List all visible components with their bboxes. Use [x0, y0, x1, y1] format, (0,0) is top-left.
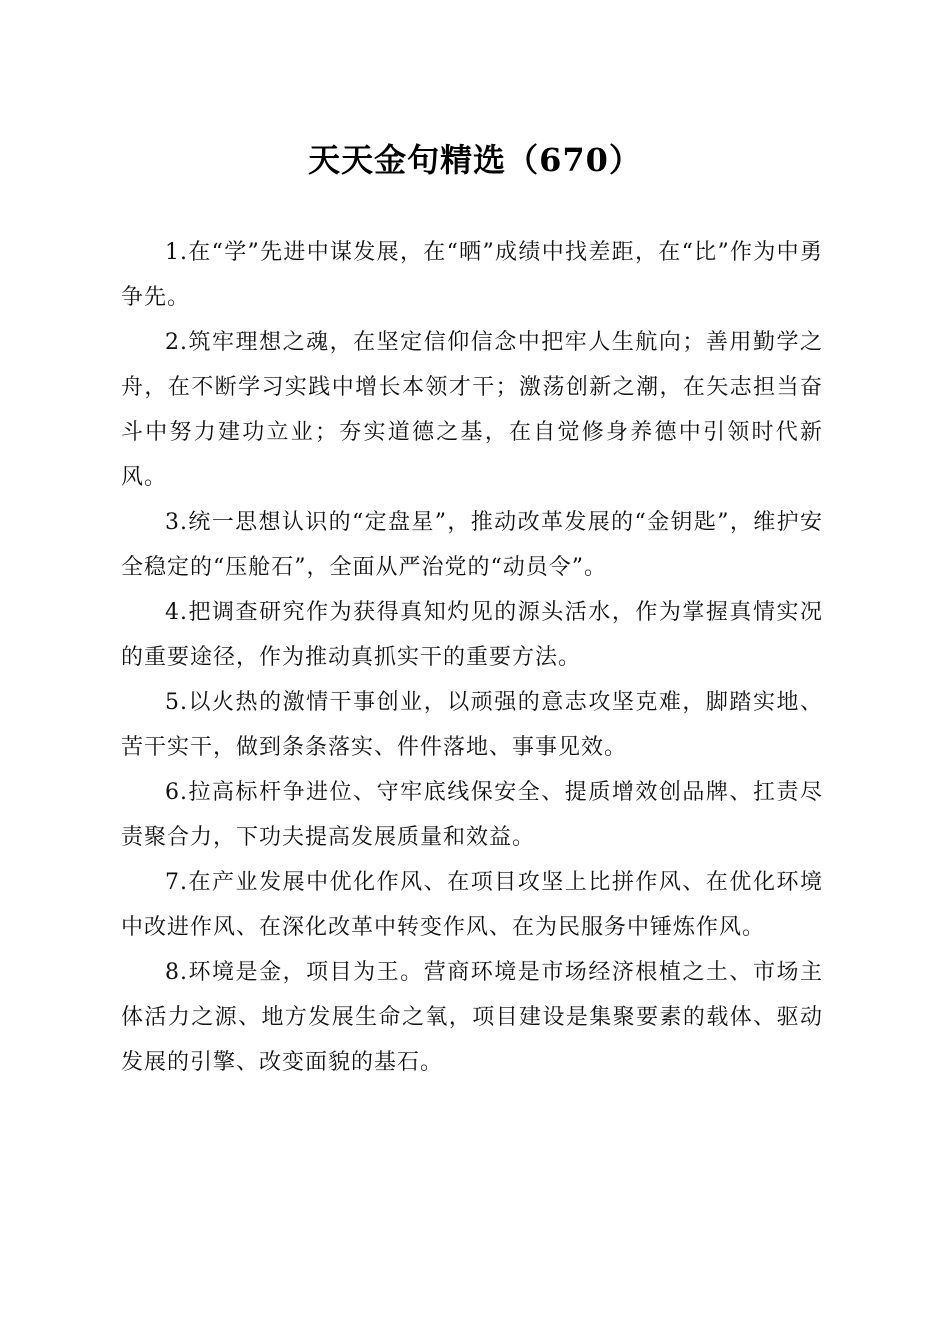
paragraph-5: 5.以火热的激情干事创业，以顽强的意志攻坚克难，脚踏实地、苦干实干，做到条条落实、件件落地、事事见效。 [121, 690, 823, 760]
paragraph-3: 3.统一思想认识的“定盘星”，推动改革发展的“金钥匙”，维护安全稳定的“压舱石”，全面从严治党的“动员令”。 [121, 510, 823, 580]
paragraph-8: 8.环境是金，项目为王。营商环境是市场经济根植之土、市场主体活力之源、地方发展生命之氧，项目建设是集聚要素的载体、驱动发展的引擎、改变面貌的基石。 [121, 960, 823, 1075]
paragraph-2: 2.筑牢理想之魂，在坚定信仰信念中把牢人生航向；善用勤学之舟，在不断学习实践中增长本领才干；激荡创新之潮，在矢志担当奋斗中努力建功立业；夯实道德之基，在自觉修身养德中引领时代新风。 [121, 330, 823, 490]
paragraph-6: 6.拉高标杆争进位、守牢底线保安全、提质增效创品牌、扛责尽责聚合力，下功夫提高发展质量和效益。 [121, 780, 823, 850]
paragraph-4: 4.把调查研究作为获得真知灼见的源头活水，作为掌握真情实况的重要途径，作为推动真抓实干的重要方法。 [121, 600, 823, 670]
document-body [121, 230, 823, 1085]
paragraph-7: 7.在产业发展中优化作风、在项目攻坚上比拼作风、在优化环境中改进作风、在深化改革中转变作风、在为民服务中锤炼作风。 [121, 870, 823, 940]
document-title: 天天金句精选（670） [308, 141, 642, 179]
paragraph-1: 1.在“学”先进中谋发展，在“晒”成绩中找差距，在“比”作为中勇争先。 [121, 240, 823, 310]
